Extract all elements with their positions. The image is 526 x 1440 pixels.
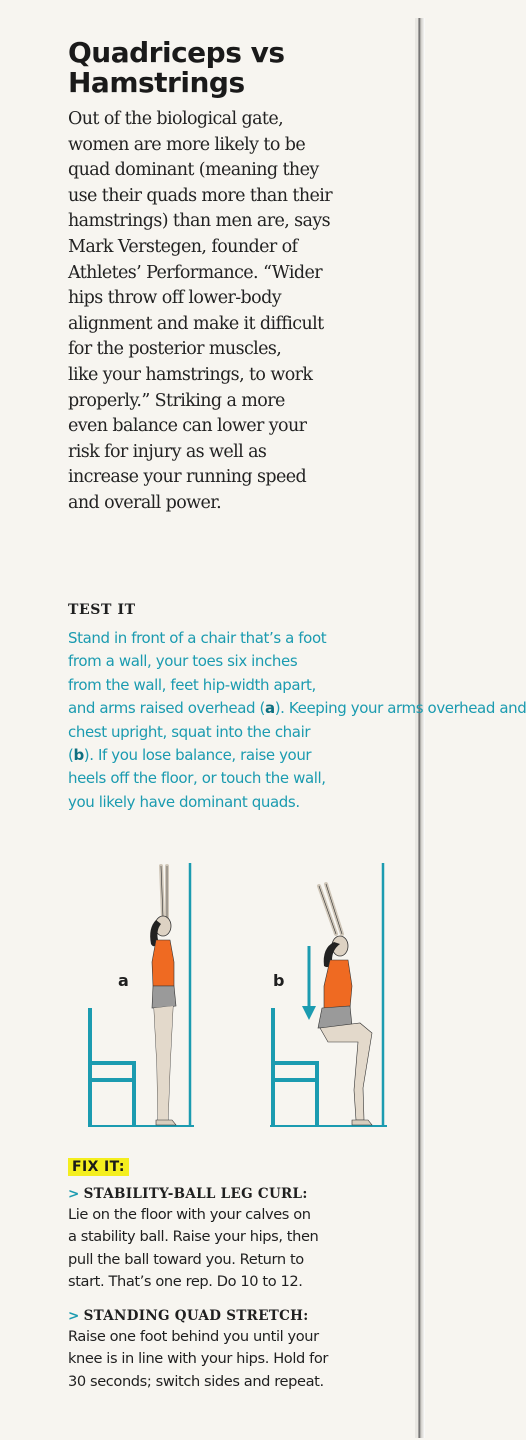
test-line: heels off the floor, or touch the wall, [68,769,326,788]
body-line: hamstrings) than men are, says [68,211,331,232]
test-line: from the wall, feet hip-width apart, [68,675,316,694]
woman-b [318,884,372,1125]
test-it-heading: TEST IT [68,602,136,618]
test-line: from a wall, your toes six inches [68,652,298,671]
test-line-part: ). If you lose balance, raise your [83,746,312,765]
figure-a-standing [88,863,194,1126]
test-line: chest upright, squat into the chair [68,722,311,741]
headline-line-2: Hamstrings [68,66,245,99]
test-line-part: ( [68,746,74,765]
headline-line-1: Quadriceps vs [68,36,285,69]
test-line-part: and arms raised overhead ( [68,699,265,718]
body-line: alignment and make it difficult [68,313,324,334]
fix-item-quad-stretch [68,1308,418,1393]
body-line: hips throw off lower-body [68,288,281,309]
fix-line: start. That’s one rep. Do 10 to 12. [68,1273,303,1291]
fix-line: Lie on the floor with your calves on [68,1206,311,1223]
fix-item-body [68,1326,418,1393]
body-line: use their quads more than their [68,185,333,206]
down-arrow-head [302,1006,316,1020]
test-line: you likely have dominant quads. [68,792,300,811]
body-line: like your hamstrings, to work [68,364,313,385]
body-line: Mark Verstegen, founder of [68,236,298,257]
fix-line: a stability ball. Raise your hips, then [68,1228,319,1246]
figure-ref-a: a [265,699,275,718]
figure-label-a: a [118,971,129,990]
test-line-part: ). Keeping your arms overhead and [274,699,526,718]
body-line: quad dominant (meaning they [68,160,319,181]
fix-line: Raise one foot behind you until your [68,1328,319,1345]
article-body [68,107,413,517]
figure-b-squat [270,863,387,1126]
fix-item-title-text: STABILITY-BALL LEG CURL: [83,1186,308,1202]
chevron-right-icon: > [68,1186,80,1202]
fix-line: knee is in line with your hips. Hold for [68,1350,328,1368]
chevron-right-icon: > [68,1308,80,1324]
body-line: Out of the biological gate, [68,109,284,129]
test-line: Stand in front of a chair that’s a foot [68,629,327,647]
squat-test-illustration [60,858,410,1148]
fix-item-title [68,1186,418,1202]
figure-label-b: b [273,971,285,990]
fix-line: pull the ball toward you. Return to [68,1250,304,1268]
fix-item-title [68,1308,418,1324]
test-it-instructions [68,627,526,814]
body-line: Athletes’ Performance. “Wider [68,262,322,283]
article-headline [68,38,408,98]
fix-item-leg-curl [68,1186,418,1294]
body-line: increase your running speed [68,467,307,488]
woman-a [150,866,176,1125]
body-line: risk for injury as well as [68,441,267,462]
chair-b [273,1008,317,1126]
body-line: for the posterior muscles, [68,339,282,360]
body-line: properly.” Striking a more [68,390,285,411]
fix-line: 30 seconds; switch sides and repeat. [68,1372,324,1390]
test-line [68,744,418,767]
body-line: and overall power. [68,492,222,513]
body-line: women are more likely to be [68,134,306,155]
fix-it-label: FIX IT: [68,1158,129,1176]
fix-item-body [68,1204,418,1294]
chair-a [90,1008,134,1126]
body-line: even balance can lower your [68,416,307,437]
figure-ref-b: b [73,746,84,765]
fix-item-title-text: STANDING QUAD STRETCH: [83,1308,309,1324]
test-line [68,697,526,720]
